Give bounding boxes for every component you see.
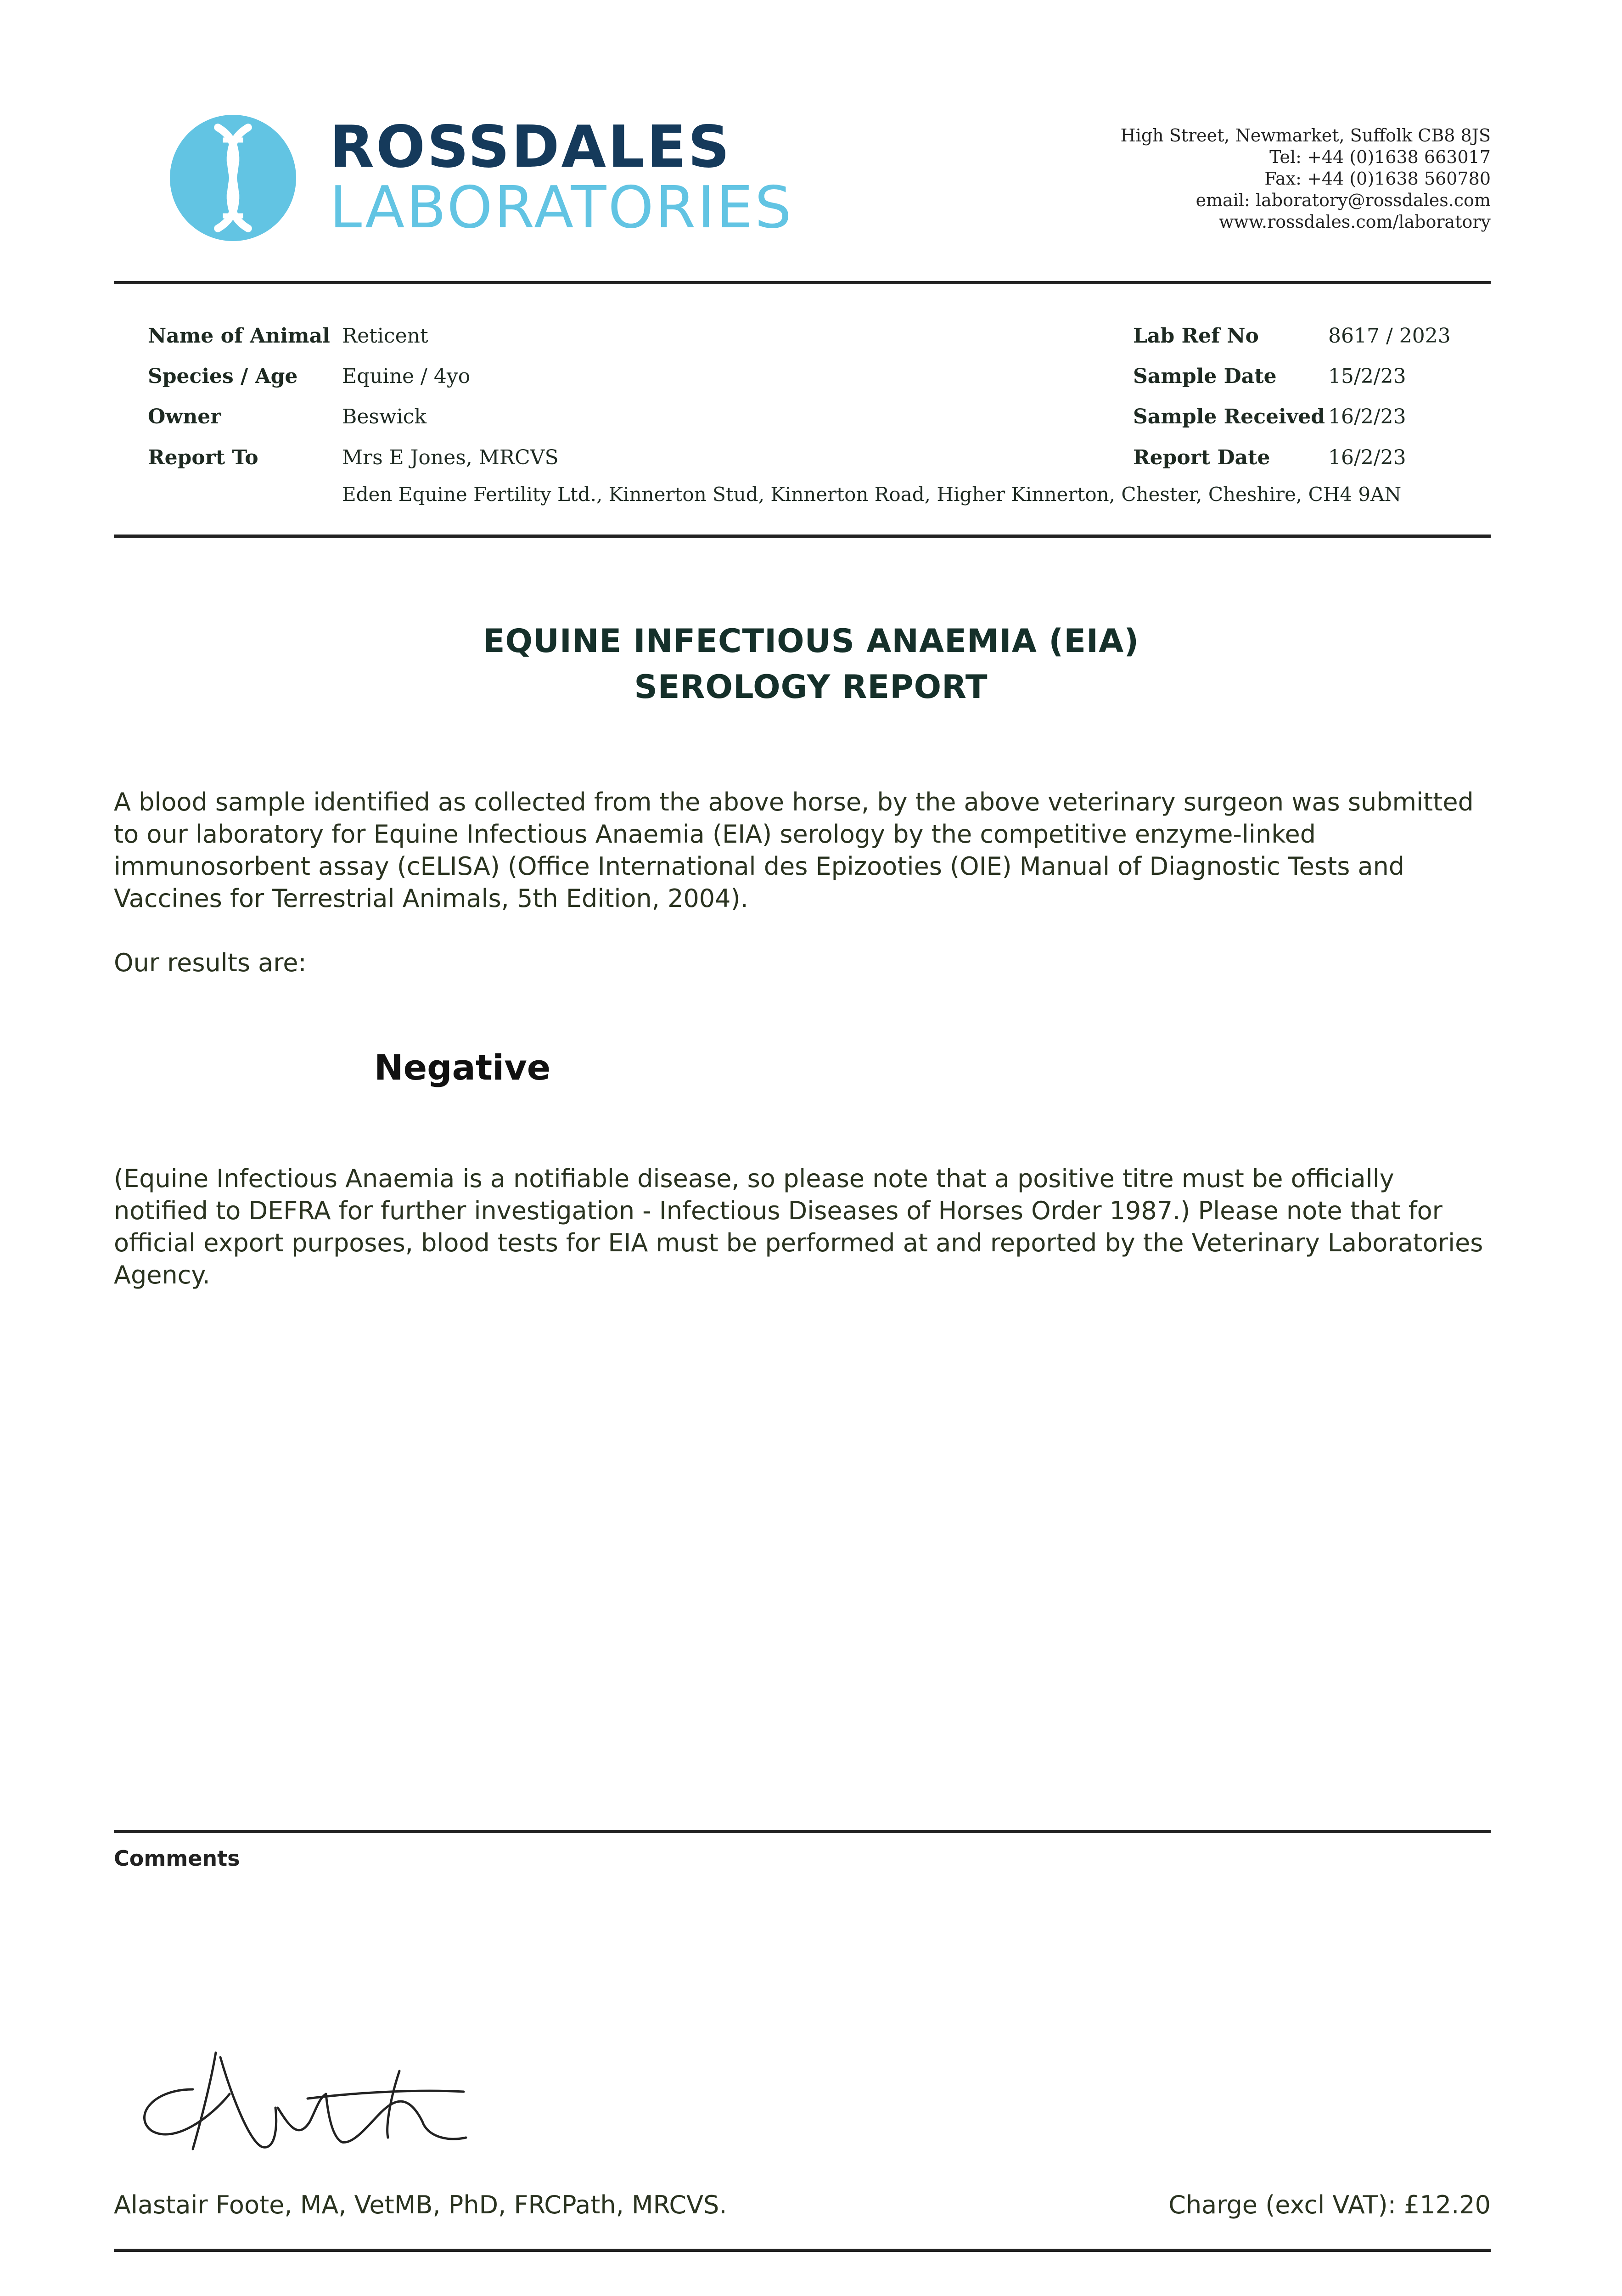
species-age-value: Equine / 4yo: [342, 365, 471, 388]
address-email: email: laboratory@rossdales.com: [1195, 190, 1491, 210]
owner-value: Beswick: [342, 405, 427, 428]
info-divider: [114, 535, 1491, 538]
report-to-value: Mrs E Jones, MRCVS: [342, 446, 559, 469]
charge-amount: Charge (excl VAT): £12.20: [1168, 2190, 1491, 2219]
lab-address: [1121, 125, 1491, 233]
name-of-animal-label: Name of Animal: [148, 324, 330, 348]
sample-received-value: 16/2/23: [1328, 405, 1406, 428]
brand-name-line2: LABORATORIES: [330, 174, 793, 241]
report-title-line2: SEROLOGY REPORT: [634, 668, 988, 706]
comments-divider: [114, 1830, 1491, 1833]
address-web: www.rossdales.com/laboratory: [1218, 212, 1491, 232]
address-fax: Fax: +44 (0)1638 560780: [1264, 169, 1491, 189]
footer-divider: [114, 2249, 1491, 2252]
result-value: Negative: [374, 1047, 551, 1088]
signatory-name: Alastair Foote, MA, VetMB, PhD, FRCPath, MRCVS.: [114, 2190, 727, 2219]
report-to-label: Report To: [148, 446, 258, 469]
report-date-value: 16/2/23: [1328, 446, 1406, 469]
dna-logo-icon: [170, 115, 296, 241]
address-tel: Tel: +44 (0)1638 663017: [1269, 147, 1491, 167]
results-intro: Our results are:: [114, 948, 307, 977]
report-date-label: Report Date: [1133, 446, 1270, 469]
species-age-label: Species / Age: [148, 365, 298, 388]
report-to-address: Eden Equine Fertility Ltd., Kinnerton Stud, Kinnerton Road, Higher Kinnerton, Chester, Cheshire, CH4 9AN: [342, 483, 1402, 506]
name-of-animal-value: Reticent: [342, 324, 428, 348]
header-divider: [114, 281, 1491, 284]
owner-label: Owner: [148, 405, 221, 428]
comments-label: Comments: [114, 1846, 240, 1871]
sample-received-label: Sample Received: [1133, 405, 1325, 428]
report-title-line1: EQUINE INFECTIOUS ANAEMIA (EIA): [483, 622, 1139, 660]
notifiable-note: (Equine Infectious Anaemia is a notifiable disease, so please note that a positive titre must be officially notified to DEFRA for further investigation - Infectious Diseases of Horses Order 1987.) Please note that for official export purposes, blood tests for EIA must be performed at and reported by the Veterinary Laboratories Agency.: [114, 1164, 1483, 1289]
lab-ref-value: 8617 / 2023: [1328, 324, 1451, 348]
signature-image: [124, 2039, 473, 2167]
address-street: High Street, Newmarket, Suffolk CB8 8JS: [1120, 125, 1491, 146]
intro-paragraph: A blood sample identified as collected from the above horse, by the above veterinary surgeon was submitted to our laboratory for Equine Infectious Anaemia (EIA) serology by the competitive enzyme-linked immunosorbent assay (cELISA) (Office International des Epizooties (OIE) Manual of Diagnostic Tests and Vaccines for Terrestrial Animals, 5th Edition, 2004).: [114, 788, 1474, 913]
brand-name-line1: ROSSDALES: [330, 113, 732, 180]
lab-ref-label: Lab Ref No: [1133, 324, 1259, 348]
sample-date-value: 15/2/23: [1328, 365, 1406, 388]
sample-date-label: Sample Date: [1133, 365, 1277, 388]
